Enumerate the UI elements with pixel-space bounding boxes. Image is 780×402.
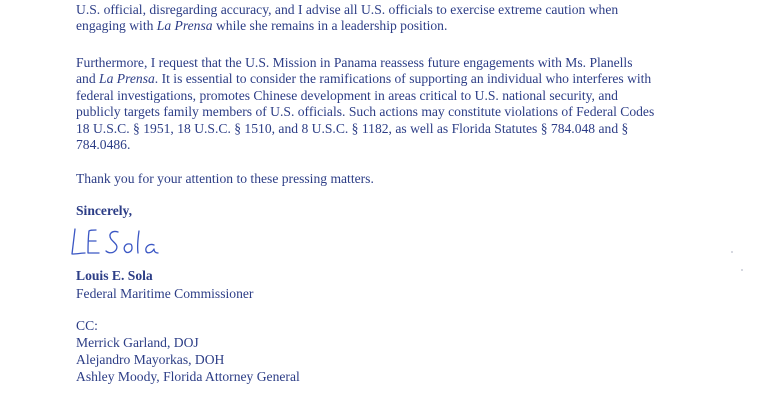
cc-recipient: Alejandro Mayorkas, DOH bbox=[76, 352, 225, 367]
paragraph-line: Thank you for your attention to these pressing matters. bbox=[76, 171, 374, 186]
paragraph-line: engaging with La Prensa while she remains in a leadership position. bbox=[76, 18, 448, 34]
cc-recipient: Ashley Moody, Florida Attorney General bbox=[76, 369, 300, 384]
closing-salutation: Sincerely, bbox=[76, 203, 133, 218]
signer-title: Federal Maritime Commissioner bbox=[76, 286, 254, 301]
paragraph-caution bbox=[76, 2, 736, 35]
handwritten-signature bbox=[66, 222, 176, 262]
paragraph-thanks bbox=[76, 171, 736, 187]
paragraph-line: 18 U.S.C. § 1951, 18 U.S.C. § 1510, and 8 U.S.C. § 1182, as well as Florida Statutes § 784.048 and § bbox=[76, 120, 629, 136]
cc-label: CC: bbox=[76, 318, 98, 333]
cc-recipient: Merrick Garland, DOJ bbox=[76, 335, 199, 350]
paragraph-line: federal investigations, promotes Chinese development in areas critical to U.S. national security, and bbox=[76, 87, 618, 103]
cc-list bbox=[76, 334, 300, 385]
paragraph-line: U.S. official, disregarding accuracy, and I advise all U.S. officials to exercise extreme caution when bbox=[76, 2, 619, 17]
paragraph-request bbox=[76, 55, 736, 153]
paragraph-line: 784.0486. bbox=[76, 137, 131, 153]
paragraph-line: Furthermore, I request that the U.S. Mission in Panama reassess future engagements with Ms. Planells bbox=[76, 55, 633, 70]
paragraph-line: publicly targets family members of U.S. officials. Such actions may constitute violations of Federal Codes bbox=[76, 104, 655, 120]
publication-name: La Prensa bbox=[99, 71, 155, 87]
scan-speck bbox=[741, 269, 743, 271]
paragraph-line: and La Prensa. It is essential to consider the ramifications of supporting an individual who interferes with bbox=[76, 71, 652, 87]
scan-speck bbox=[731, 251, 733, 253]
signer-name: Louis E. Sola bbox=[76, 268, 153, 283]
publication-name: La Prensa bbox=[156, 18, 213, 34]
